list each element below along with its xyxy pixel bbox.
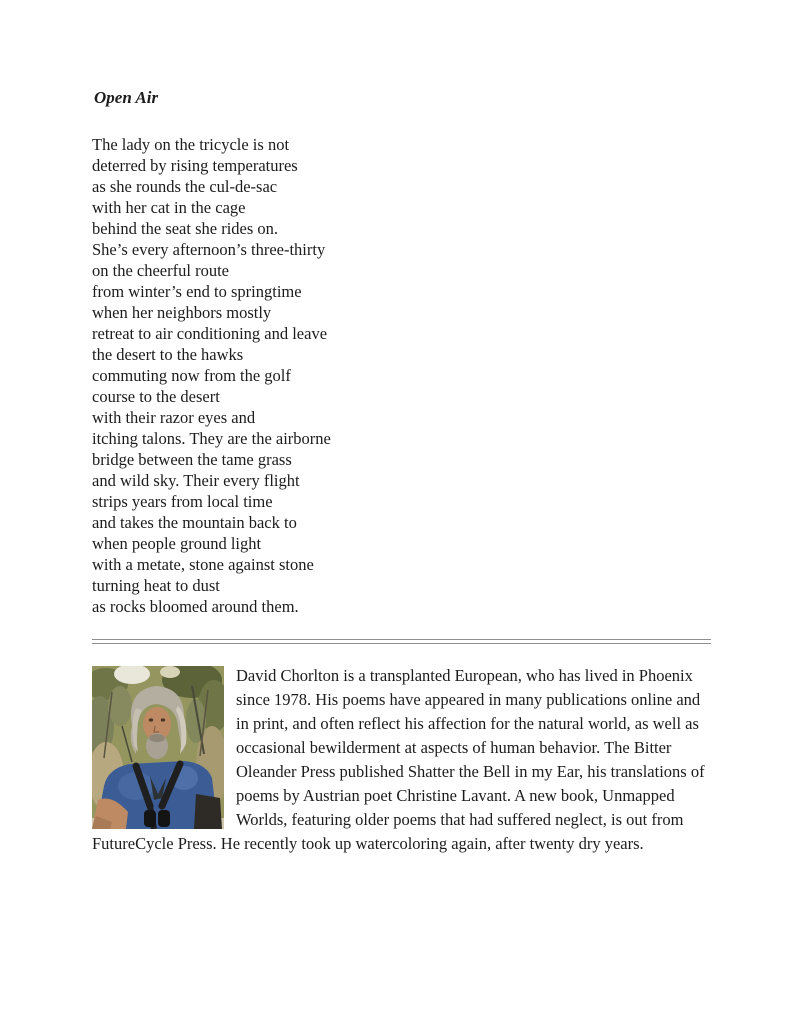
poem-line: when people ground light (92, 534, 262, 553)
author-photo-illustration (92, 666, 224, 829)
author-bio-section (92, 664, 711, 856)
poem-body (92, 134, 711, 617)
section-divider (92, 639, 711, 644)
poem-line: turning heat to dust (92, 576, 220, 595)
poem-line: with a metate, stone against stone (92, 555, 314, 574)
poem-line: with her cat in the cage (92, 198, 246, 217)
poem-line: course to the desert (92, 387, 220, 406)
poem-line: behind the seat she rides on. (92, 219, 279, 238)
poem-line: on the cheerful route (92, 261, 229, 280)
poem-line: She’s every afternoon’s three-thirty (92, 240, 326, 259)
poem-line: with their razor eyes and (92, 408, 256, 427)
poem-line: retreat to air conditioning and leave (92, 324, 328, 343)
poem-line: bridge between the tame grass (92, 450, 292, 469)
poem-line: as rocks bloomed around them. (92, 597, 299, 616)
poem-line: commuting now from the golf (92, 366, 291, 385)
poem-line: and wild sky. Their every flight (92, 471, 300, 490)
poem-line: as she rounds the cul-de-sac (92, 177, 278, 196)
poem-title: Open Air (94, 88, 159, 107)
poem-line: from winter’s end to springtime (92, 282, 302, 301)
poem-line: The lady on the tricycle is not (92, 135, 290, 154)
poem-line: when her neighbors mostly (92, 303, 272, 322)
poem-line: the desert to the hawks (92, 345, 244, 364)
poem-line: and takes the mountain back to (92, 513, 297, 532)
author-bio-text: David Chorlton is a transplanted European, who has lived in Phoenix since 1978. His poems have appeared in many publications online and in print, and often reflect his affection for the natural world, as well as occasional bewilderment at aspects of human behavior. The Bitter Oleander Press published Shatter the Bell in my Ear, his translations of poems by Austrian poet Christine Lavant. A new book, Unmapped Worlds, featuring older poems that had suffered neglect, is out from FutureCycle Press. He recently took up watercoloring again, after twenty dry years. (92, 666, 705, 853)
poem-line: itching talons. They are the airborne (92, 429, 331, 448)
author-photo (92, 666, 224, 829)
poem-line: deterred by rising temperatures (92, 156, 298, 175)
poem-line: strips years from local time (92, 492, 273, 511)
